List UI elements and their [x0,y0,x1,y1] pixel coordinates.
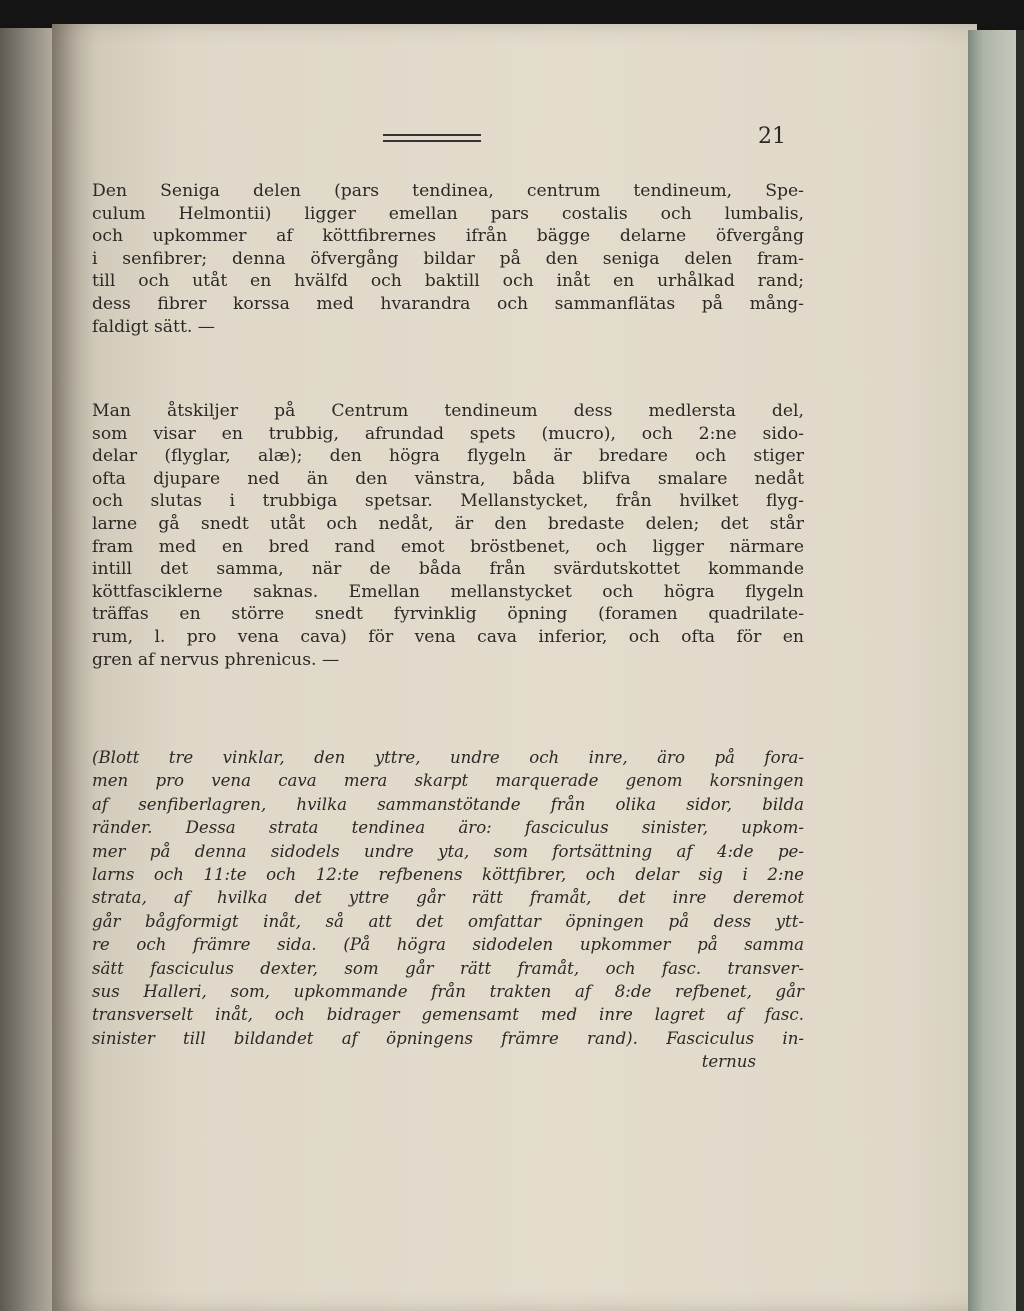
text-line: re och främre sida. (På högra sidodelen upkommer på samma [92,935,804,955]
scan-border [1016,30,1024,1311]
text-line: transverselt inåt, och bidrager gemensamt med inre lagret af fasc. [92,1005,804,1025]
text-line: af senfiberlagren, hvilka sammanstötande från olika sidor, bilda [92,794,804,814]
text-line: gren af nervus phrenicus. — [92,649,340,670]
text-line: intill det samma, när de båda från svärdutskottet kommande [92,559,804,580]
page-number: 21 [758,124,786,149]
text-line: faldigt sätt. — [92,316,215,337]
text-line: köttfasciklerne saknas. Emellan mellanstycket och högra flygeln [92,581,804,602]
text-line: till och utåt en hvälfd och baktill och inåt en urhålkad rand; [92,271,804,292]
previous-page-edge [0,28,52,1311]
text-line: och upkommer af köttfibrernes ifrån bägge delarne öfvergång [92,226,804,247]
page-block-edge [968,30,1020,1311]
text-line: culum Helmontii) ligger emellan pars costalis och lumbalis, [92,203,804,224]
text-line: larne gå snedt utåt och nedåt, är den bredaste delen; det står [92,513,804,534]
text-line: rum, l. pro vena cava) för vena cava inferior, och ofta för en [92,626,804,647]
text-line: delar (flyglar, alæ); den högra flygeln är bredare och stiger [92,446,804,467]
text-line: mer på denna sidodels undre yta, som fortsättning af 4:de pe- [92,841,804,861]
text-line: dess fibrer korssa med hvarandra och sammanflätas på mång- [92,293,804,314]
text-line: larns och 11:te och 12:te refbenens köttfibrer, och delar sig i 2:ne [92,865,804,885]
text-line: (Blott tre vinklar, den yttre, undre och inre, äro på fora- [92,748,804,767]
text-line: sätt fasciculus dexter, som går rätt framåt, och fasc. transver- [92,958,804,978]
paragraph-2 [92,400,804,671]
paragraph-1 [92,180,804,338]
text-line: fram med en bred rand emot bröstbenet, och ligger närmare [92,536,804,557]
text-line: i senfibrer; denna öfvergång bildar på den seniga delen fram- [92,248,804,269]
text-line: Den Seniga delen (pars tendinea, centrum tendineum, Spe- [92,181,804,201]
text-line: sus Halleri, som, upkommande från trakten af 8:de refbenet, går [92,982,804,1002]
header-rule [383,134,481,142]
text-line: ränder. Dessa strata tendinea äro: fasciculus sinister, upkom- [92,818,804,838]
text-line: men pro vena cava mera skarpt marquerade genom korsningen [92,771,804,791]
text-line: och slutas i trubbiga spetsar. Mellanstycket, från hvilket flyg- [92,491,804,512]
text-line: ofta djupare ned än den vänstra, båda blifva smalare nedåt [92,468,804,489]
text-line: Man åtskiljer på Centrum tendineum dess medlersta del, [92,401,804,421]
text-line: som visar en trubbig, afrundad spets (mucro), och 2:ne sido- [92,423,804,444]
paragraph-3 [92,746,804,1074]
text-line: strata, af hvilka det yttre går rätt framåt, det inre deremot [92,888,804,908]
text-line: sinister till bildandet af öpningens främre rand). Fasciculus in- [92,1028,804,1048]
text-line: går bågformigt inåt, så att det omfattar öpningen på dess ytt- [92,911,804,931]
catchword: ternus [701,1052,756,1072]
text-line: träffas en större snedt fyrvinklig öpning (foramen quadrilate- [92,604,804,625]
